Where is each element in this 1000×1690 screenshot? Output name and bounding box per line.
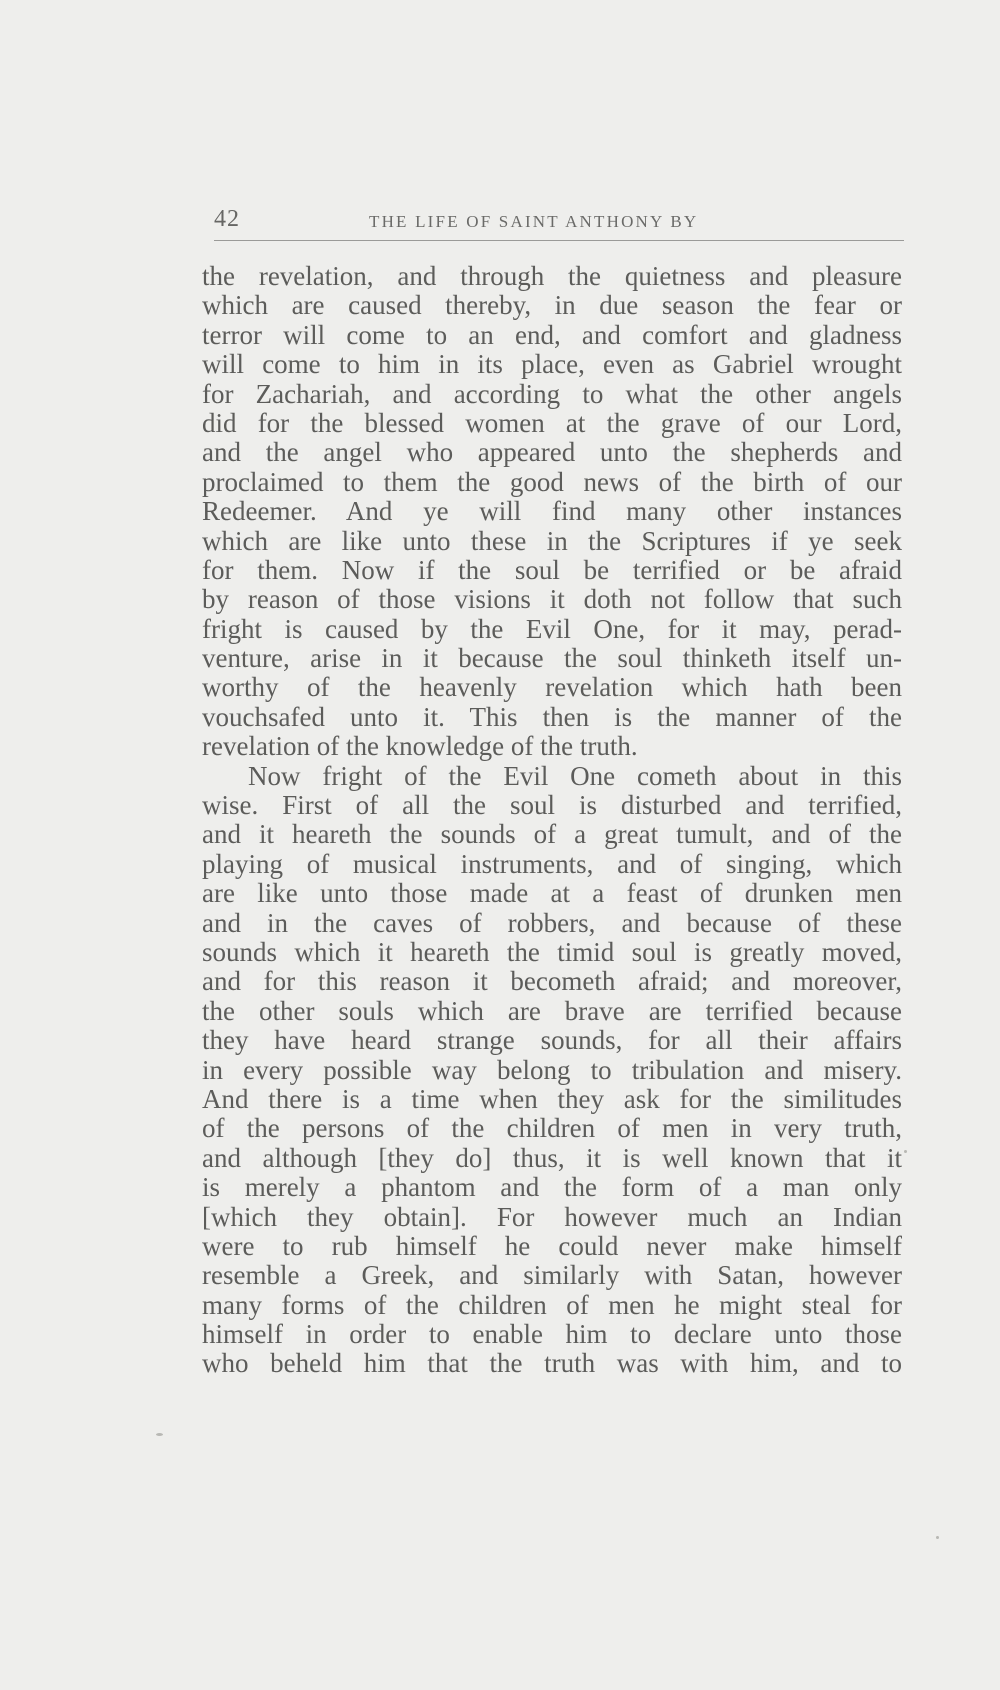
text-line: proclaimed to them the good news of the birth of our [202,466,902,497]
text-line: did for the blessed women at the grave of our Lord, [202,407,902,438]
text-line: by reason of those visions it doth not follow that such [202,584,902,615]
text-line: And there is a time when they ask for the similitudes [202,1083,902,1114]
text-line: is merely a phantom and the form of a man only [202,1172,902,1203]
text-line: wise. First of all the soul is disturbed and terrified, [202,790,902,821]
paper-speck [904,1150,907,1153]
text-line: revelation of the knowledge of the truth. [202,731,638,762]
text-line: of the persons of the children of men in very truth, [202,1113,902,1144]
text-line: venture, arise in it because the soul thinketh itself un- [202,643,902,674]
paper-speck [936,1536,939,1539]
text-line: and the angel who appeared unto the shepherds and [202,437,902,468]
text-line: [which they obtain]. For however much an Indian [202,1201,902,1232]
text-line: for them. Now if the soul be terrified or be afraid [202,554,902,585]
text-line: and in the caves of robbers, and because of these [202,907,902,938]
text-line: which are caused thereby, in due season the fear or [202,290,902,321]
text-line: and although [they do] thus, it is well known that it [202,1142,902,1173]
text-line: vouchsafed unto it. This then is the manner of the [202,701,902,732]
text-line: terror will come to an end, and comfort and gladness [202,319,902,350]
text-line: playing of musical instruments, and of singing, which [202,848,902,879]
text-line: Redeemer. And ye will find many other instances [202,496,902,527]
body-text [202,262,902,1379]
text-line: worthy of the heavenly revelation which hath been [202,672,902,703]
text-line: sounds which it heareth the timid soul is greatly moved, [202,936,902,967]
text-line: the revelation, and through the quietness and pleasure [202,261,902,291]
text-line: who beheld him that the truth was with him, and to [202,1348,902,1379]
text-line: and for this reason it becometh afraid; and moreover, [202,966,902,997]
text-line: were to rub himself he could never make himself [202,1230,902,1261]
text-line: Now fright of the Evil One cometh about in this [248,760,902,791]
text-line: himself in order to enable him to declare unto those [202,1319,902,1350]
text-line: will come to him in its place, even as Gabriel wrought [202,349,902,380]
text-line: fright is caused by the Evil One, for it may, perad- [202,613,902,644]
text-line: and it heareth the sounds of a great tumult, and of the [202,819,902,850]
text-line: resemble a Greek, and similarly with Satan, however [202,1260,902,1291]
text-line: many forms of the children of men he might steal for [202,1289,902,1320]
running-title: THE LIFE OF SAINT ANTHONY BY [369,212,699,231]
page-number: 42 [214,206,240,232]
paper-speck [156,1433,163,1436]
text-line: for Zachariah, and according to what the other angels [202,378,902,409]
text-line: they have heard strange sounds, for all their affairs [202,1025,902,1056]
text-line: are like unto those made at a feast of drunken men [202,878,902,909]
text-line: the other souls which are brave are terrified because [202,995,902,1026]
running-head [214,206,904,241]
text-line: which are like unto these in the Scriptures if ye seek [202,525,902,556]
text-line: in every possible way belong to tribulation and misery. [202,1054,902,1085]
